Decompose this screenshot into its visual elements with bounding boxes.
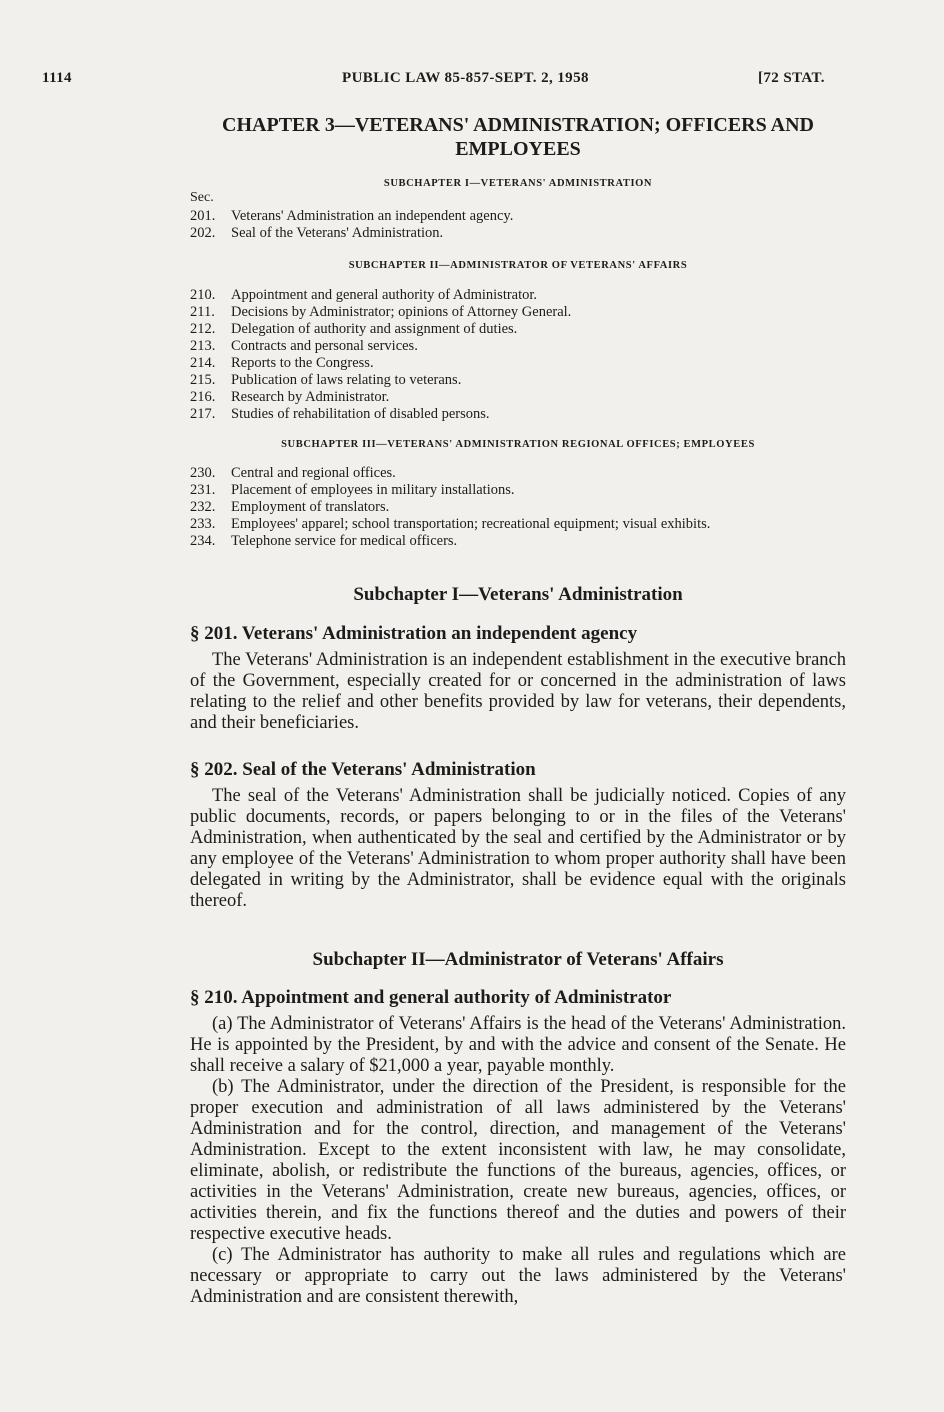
toc-item [190, 208, 846, 225]
toc-item-number: 217. [190, 406, 216, 422]
toc-item [190, 516, 846, 533]
section-210-paragraph-b: (b) The Administrator, under the direction of the President, is responsible for the proper execution and administration of all laws administered by the Veterans' Administration and for the control, direction, and management of the Veterans' Administration. Except to the extent inconsistent with law, he may consolidate, eliminate, abolish, or redistribute the functions of the bureaus, agencies, offices, or activities in the Veterans' Administration, create new bureaus, agencies, offices, or activities therein, and fix the functions thereof and the duties and powers of their respective executive heads. [190, 1077, 846, 1244]
toc-item-number: 231. [190, 482, 216, 498]
toc-item [190, 355, 846, 372]
toc-item-title: Placement of employees in military installations. [231, 482, 515, 498]
toc-item-number: 216. [190, 389, 216, 405]
toc-item [190, 389, 846, 406]
toc-item-number: 232. [190, 499, 216, 515]
page-number: 1114 [42, 70, 72, 86]
toc-item-title: Employees' apparel; school transportation; recreational equipment; visual exhibits. [231, 516, 711, 532]
toc-item-title: Veterans' Administration an independent agency. [231, 208, 514, 224]
toc-item-title: Delegation of authority and assignment of duties. [231, 321, 518, 337]
toc-item-number: 215. [190, 372, 216, 388]
toc-subchapter-1-heading: SUBCHAPTER I—VETERANS' ADMINISTRATION [383, 178, 653, 189]
toc-item-number: 211. [190, 304, 215, 320]
toc-item [190, 321, 846, 338]
toc-subchapter-3-heading: SUBCHAPTER III—VETERANS' ADMINISTRATION REGIONAL OFFICES; EMPLOYEES [281, 439, 755, 450]
toc-item-number: 210. [190, 287, 216, 303]
toc-item-number: 233. [190, 516, 216, 532]
section-202-text: The seal of the Veterans' Administration shall be judicially noticed. Copies of any public documents, records, or papers belonging to or in the files of the Veterans' Administration, when authenticated by the seal and certified by the Administrator or by any employee of the Veterans' Administration to whom proper authority shall have been delegated in writing by the Administrator, shall be evidence equal with the originals thereof. [190, 786, 846, 911]
toc-item-title: Employment of translators. [231, 499, 390, 515]
section-210-heading: § 210. Appointment and general authority of Administrator [190, 987, 672, 1008]
section-201-text: The Veterans' Administration is an independent establishment in the executive branch of the Government, especially created for or concerned in the administration of laws relating to the relief and other benefits provided by law for veterans, their dependents, and their beneficiaries. [190, 650, 846, 733]
subchapter-2-title: Subchapter II—Administrator of Veterans' Affairs [312, 949, 724, 970]
toc-item-number: 234. [190, 533, 216, 549]
toc-item-title: Central and regional offices. [231, 465, 396, 481]
running-header [42, 70, 850, 92]
toc-item-number: 214. [190, 355, 216, 371]
section-202-heading: § 202. Seal of the Veterans' Administration [190, 759, 536, 780]
toc-item [190, 225, 846, 242]
toc-item [190, 533, 846, 550]
subchapter-1-title: Subchapter I—Veterans' Administration [353, 584, 683, 605]
toc-item-title: Contracts and personal services. [231, 338, 418, 354]
toc-item-title: Telephone service for medical officers. [231, 533, 458, 549]
toc-item-number: 230. [190, 465, 216, 481]
toc-item-title: Reports to the Congress. [231, 355, 374, 371]
law-citation: PUBLIC LAW 85-857-SEPT. 2, 1958 [342, 70, 589, 86]
toc-item-title: Publication of laws relating to veterans. [231, 372, 462, 388]
section-210-paragraph-a: (a) The Administrator of Veterans' Affairs is the head of the Veterans' Administration. He is appointed by the President, by and with the advice and consent of the Senate. He shall receive a salary of $21,000 a year, payable monthly. [190, 1014, 846, 1076]
section-210-paragraph-c: (c) The Administrator has authority to make all rules and regulations which are necessary or appropriate to carry out the laws administered by the Veterans' Administration and are consistent therewith, [190, 1245, 846, 1307]
toc-item-title: Studies of rehabilitation of disabled persons. [231, 406, 490, 422]
toc-subchapter-1-list [190, 208, 846, 242]
toc-item [190, 304, 846, 321]
section-202-body [190, 786, 846, 912]
toc-item [190, 338, 846, 355]
sec-label: Sec. [190, 190, 214, 205]
section-201-body [190, 650, 846, 734]
toc-item [190, 465, 846, 482]
toc-item [190, 499, 846, 516]
toc-item-title: Seal of the Veterans' Administration. [231, 225, 444, 241]
toc-subchapter-2-heading: SUBCHAPTER II—ADMINISTRATOR OF VETERANS' AFFAIRS [348, 260, 688, 271]
toc-item-title: Appointment and general authority of Administrator. [231, 287, 538, 303]
toc-subchapter-3-list [190, 465, 846, 550]
section-201-heading: § 201. Veterans' Administration an independent agency [190, 623, 638, 644]
toc-subchapter-2-list [190, 287, 846, 423]
toc-item [190, 372, 846, 389]
statute-reference: [72 STAT. [758, 70, 825, 86]
section-210-body [190, 1014, 846, 1308]
chapter-title: CHAPTER 3—VETERANS' ADMINISTRATION; OFFICERS AND EMPLOYEES [222, 114, 814, 160]
toc-item-number: 201. [190, 208, 216, 224]
toc-item [190, 406, 846, 423]
toc-item-title: Research by Administrator. [231, 389, 390, 405]
toc-item [190, 287, 846, 304]
toc-item [190, 482, 846, 499]
toc-item-number: 202. [190, 225, 216, 241]
toc-item-title: Decisions by Administrator; opinions of Attorney General. [231, 304, 572, 320]
toc-item-number: 213. [190, 338, 216, 354]
toc-item-number: 212. [190, 321, 216, 337]
